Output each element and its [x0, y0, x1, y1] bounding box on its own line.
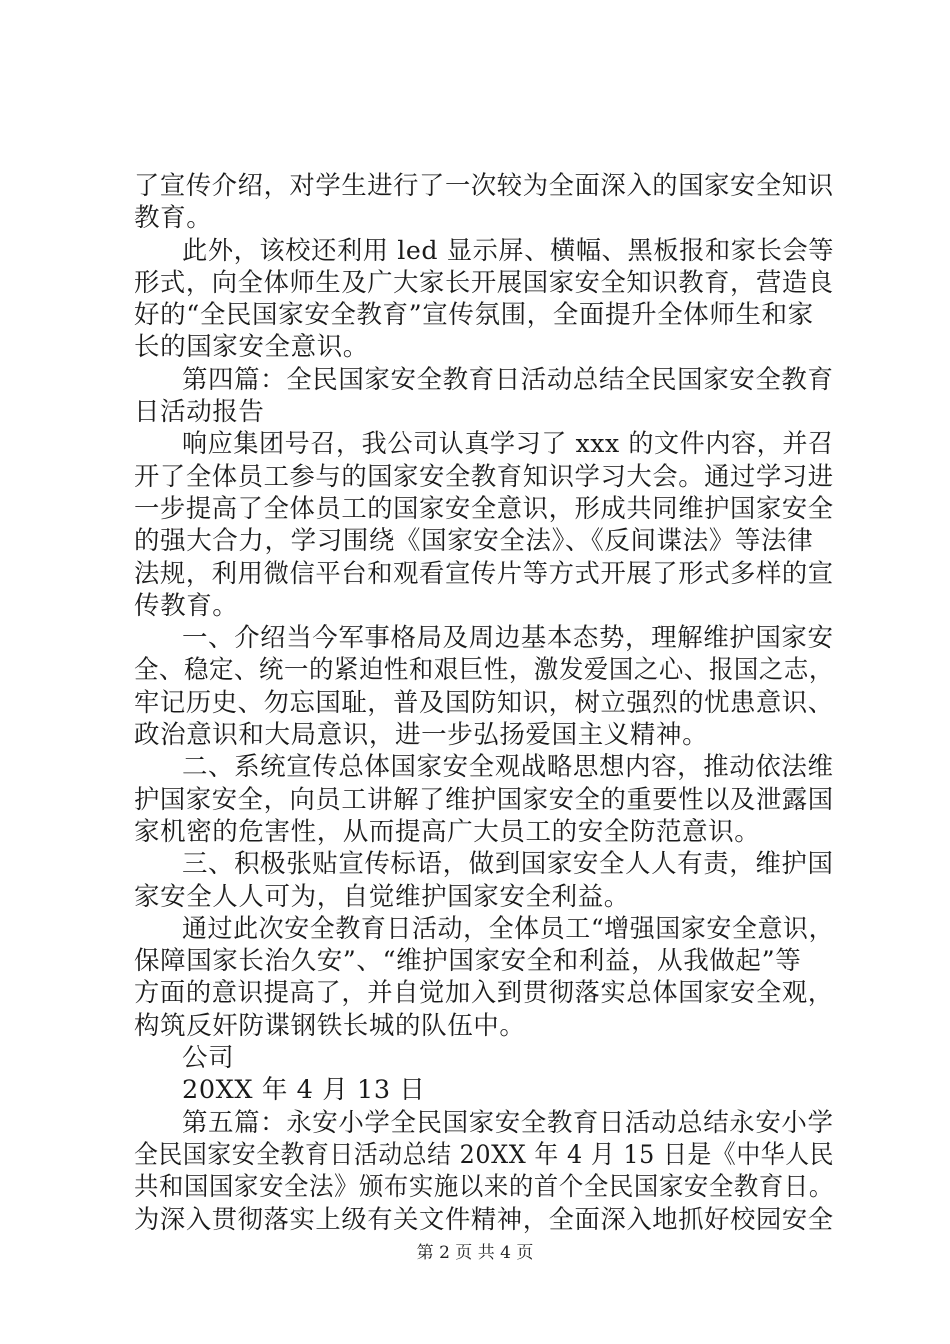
text-line: 日活动报告	[134, 397, 265, 428]
document-body	[134, 170, 834, 1236]
text-line: 方面的意识提高了，并自觉加入到贯彻落实总体国家安全观，	[134, 978, 834, 1009]
text-line: 保障国家长治久安”、“维护国家安全和利益，从我做起”等	[134, 946, 802, 977]
text-line: 20XX 年 4 月 13 日	[182, 1075, 426, 1106]
text-line: 此外，该校还利用 led 显示屏、横幅、黑板报和家长会等	[182, 235, 835, 266]
text-line: 共和国国家安全法》颁布实施以来的首个全民国家安全教育日。	[134, 1172, 834, 1203]
text-line: 全、稳定、统一的紧迫性和艰巨性，激发爱国之心、报国之志，	[134, 655, 834, 686]
text-line: 牢记历史、勿忘国耻，普及国防知识，树立强烈的忧患意识、	[134, 687, 834, 718]
text-line: 形式，向全体师生及广大家长开展国家安全知识教育，营造良	[134, 267, 834, 298]
text-line: 为深入贯彻落实上级有关文件精神，全面深入地抓好校园安全	[134, 1204, 834, 1235]
text-line: 法规，利用微信平台和观看宣传片等方式开展了形式多样的宣	[134, 558, 834, 589]
text-line: 的强大合力，学习围绕《国家安全法》、《反间谍法》等法律	[134, 526, 814, 557]
text-line: 政治意识和大局意识，进一步弘扬爱国主义精神。	[134, 720, 709, 751]
text-line: 传教育。	[134, 590, 239, 621]
text-line: 长的国家安全意识。	[134, 332, 369, 363]
text-line: 公司	[182, 1043, 235, 1074]
text-line: 家机密的危害性，从而提高广大员工的安全防范意识。	[134, 816, 761, 847]
text-line: 一、介绍当今军事格局及周边基本态势，理解维护国家安	[182, 623, 834, 654]
text-line: 全民国家安全教育日活动总结 20XX 年 4 月 15 日是《中华人民	[134, 1139, 835, 1170]
text-line: 第五篇：永安小学全民国家安全教育日活动总结永安小学	[182, 1107, 834, 1138]
text-line: 构筑反奸防谍钢铁长城的队伍中。	[134, 1010, 526, 1041]
text-line: 二、系统宣传总体国家安全观战略思想内容，推动依法维	[182, 752, 834, 783]
text-line: 好的“全民国家安全教育”宣传氛围，全面提升全体师生和家	[134, 300, 814, 331]
text-line: 家安全人人可为，自觉维护国家安全利益。	[134, 881, 630, 912]
text-line: 教育。	[134, 203, 213, 234]
text-line: 一步提高了全体员工的国家安全意识，形成共同维护国家安全	[134, 493, 834, 524]
text-line: 护国家安全，向员工讲解了维护国家安全的重要性以及泄露国	[134, 784, 834, 815]
page-footer: 第 2 页 共 4 页	[416, 1243, 534, 1263]
text-line: 第四篇：全民国家安全教育日活动总结全民国家安全教育	[182, 364, 834, 395]
text-line: 三、积极张贴宣传标语，做到国家安全人人有责，维护国	[182, 849, 834, 880]
text-line: 通过此次安全教育日活动，全体员工“增强国家安全意识，	[182, 913, 835, 944]
text-line: 开了全体员工参与的国家安全教育知识学习大会。通过学习进	[134, 461, 834, 492]
text-line: 了宣传介绍，对学生进行了一次较为全面深入的国家安全知识	[134, 171, 834, 201]
text-line: 响应集团号召，我公司认真学习了 xxx 的文件内容，并召	[182, 429, 834, 460]
